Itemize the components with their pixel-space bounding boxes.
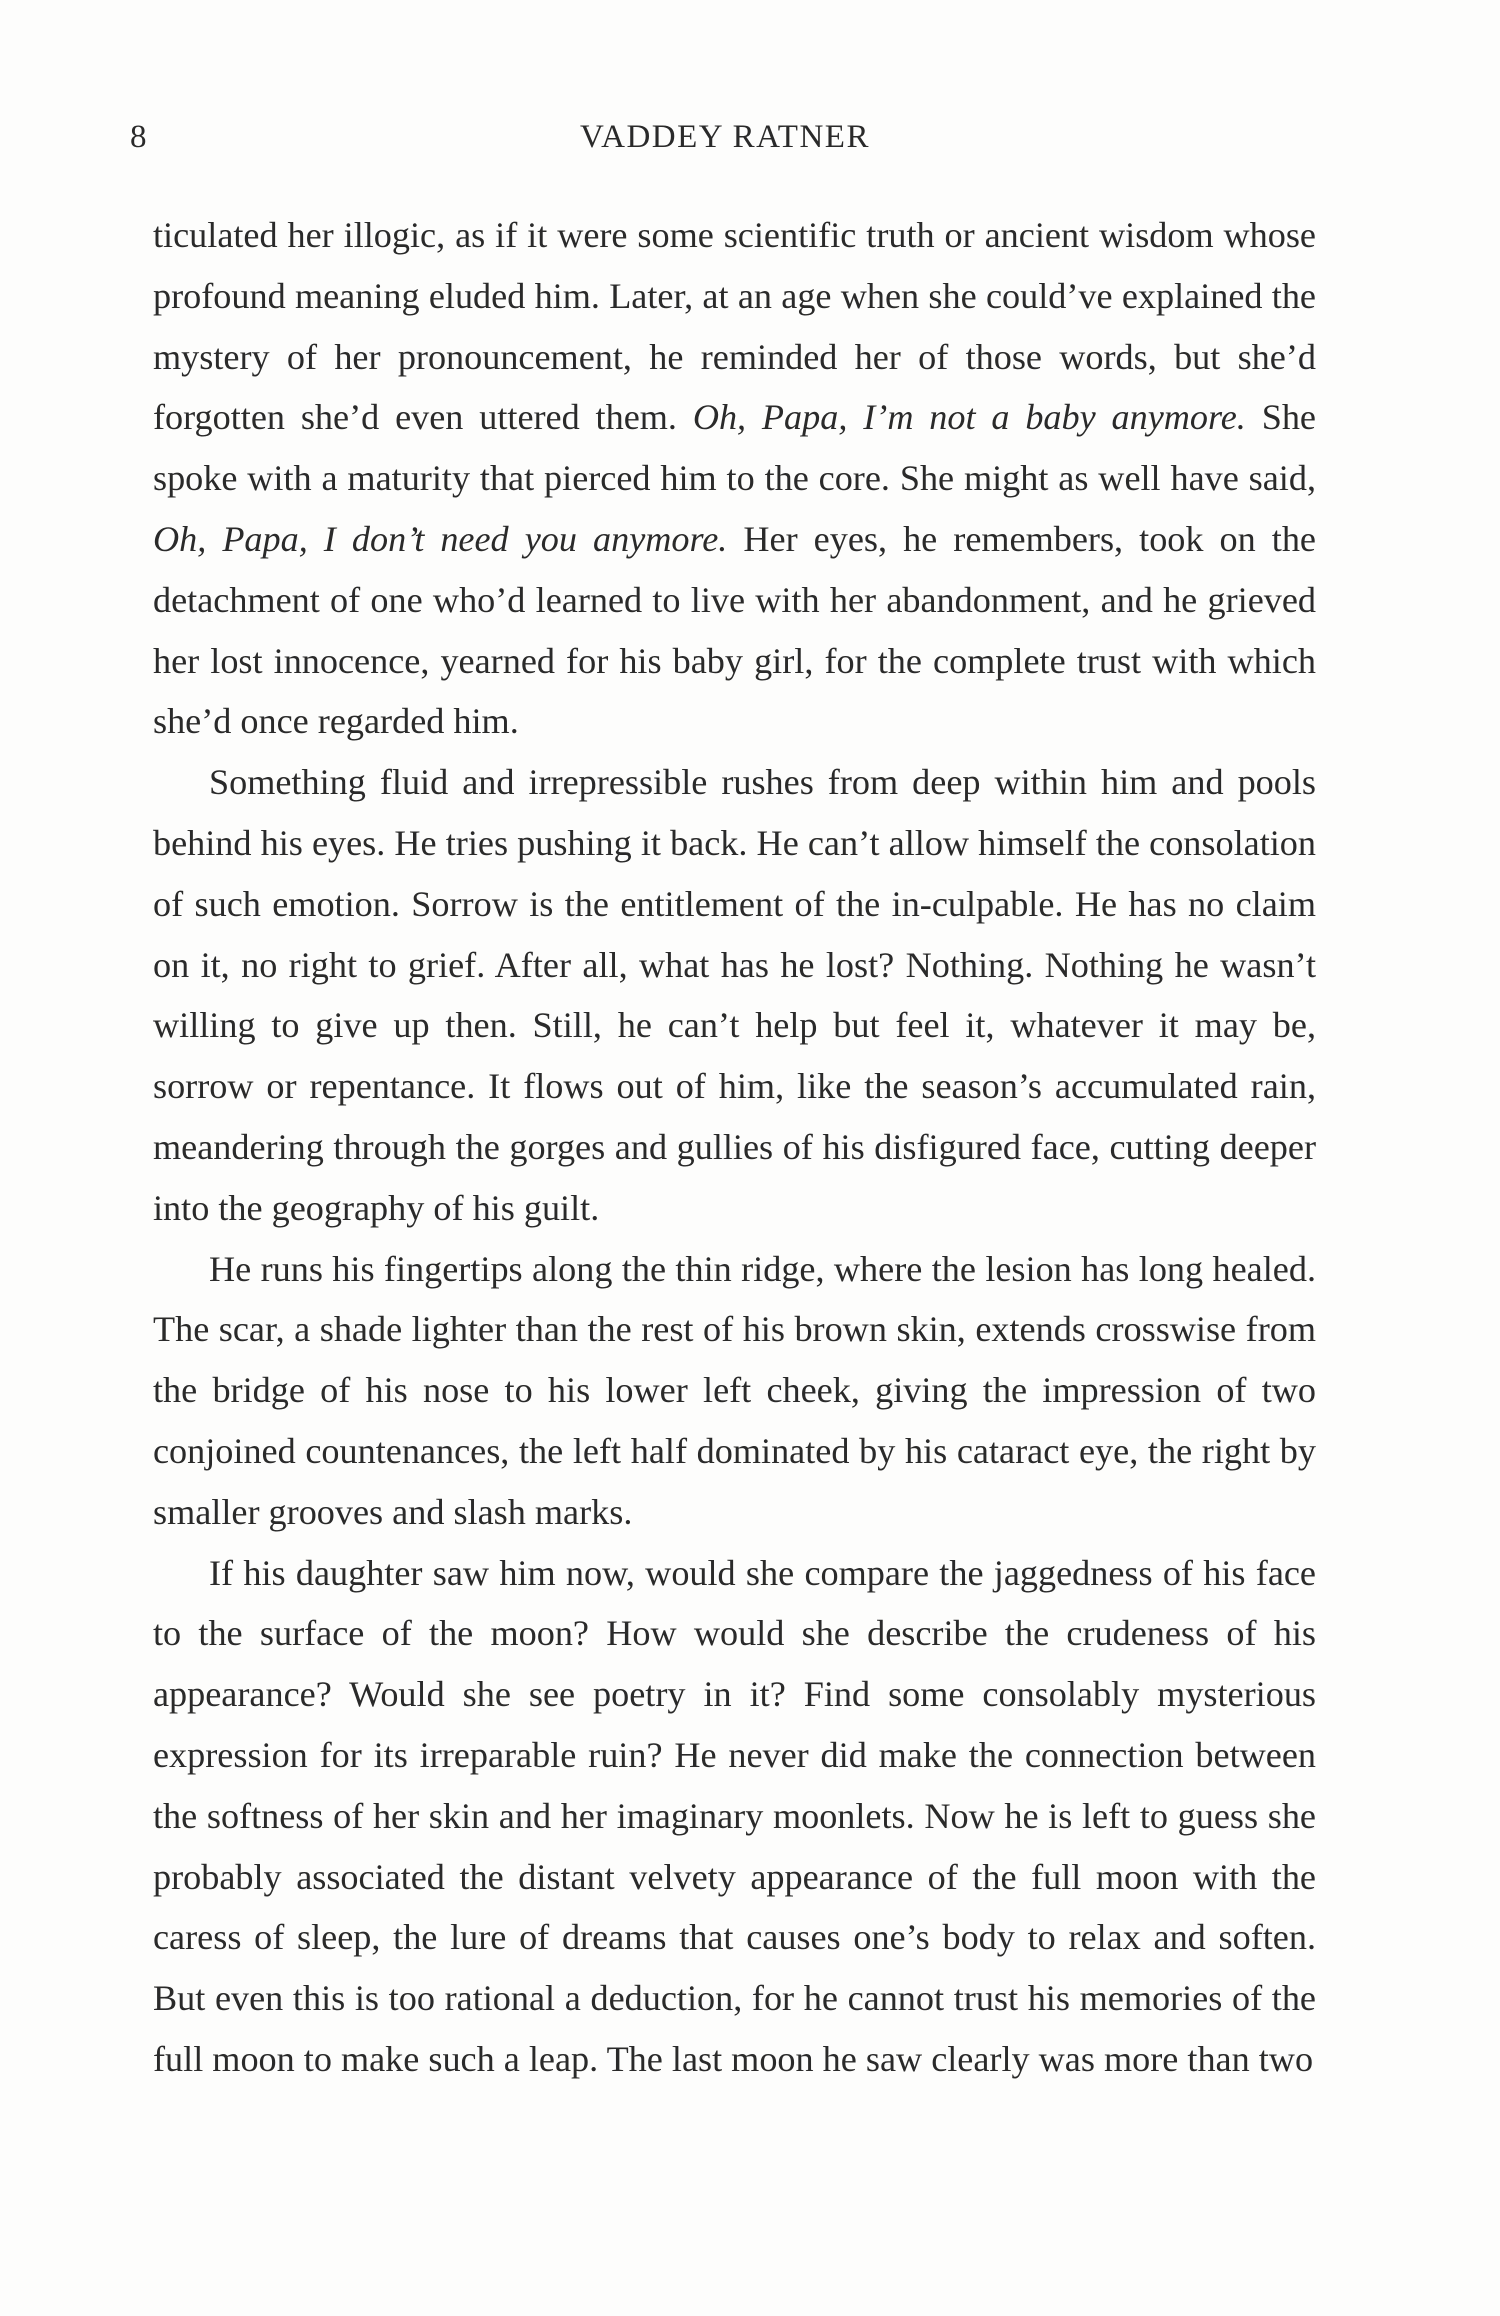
paragraph: If his daughter saw him now, would she compare the jaggedness of his face to the surface of the moon? How would she describe the crudeness of his appearance? Would she see poetry in it? Find some consolably mysterious expression for its irreparable ruin? He never did make the connection between the softness of her skin and her imaginary moonlets. Now he is left to guess she probably associated the distant velvety appearance of the full moon with the caress of sleep, the lure of dreams that causes one’s body to relax and soften. But even this is too rational a deduction, for he cannot trust his memories of the full moon to make such a leap. The last moon he saw clearly was more than two (153, 1552, 1316, 2079)
paragraph (153, 205, 1316, 752)
text-run: ticulated her illogic, as if it were some scientific truth or ancient wisdom whose profound meaning eluded him. Later, at an age when she could’ve explained the mystery of her pronouncement, he reminded her of those words, but she’d forgotten she’d even uttered them. (153, 215, 1316, 438)
author-name: VADDEY RATNER (580, 119, 870, 155)
italic-quote: Oh, Papa, I’m not a baby anymore. (692, 397, 1246, 438)
paragraph: He runs his fingertips along the thin ridge, where the lesion has long healed. The scar, a shade lighter than the rest of his brown skin, extends crosswise from the bridge of his nose to his lower left cheek, giving the impression of two conjoined countenances, the left half dominated by his cataract eye, the right by smaller grooves and slash marks. (153, 1248, 1316, 1532)
text-run: Her eyes, he remembers, took on the detachment of one who’d learned to live with her abandonment, and he grieved her lost innocence, yearned for his baby girl, for the complete trust with which she’d once regarded him. (153, 518, 1316, 742)
text-run: She spoke with a maturity that pierced him to the core. She might as well have said, (153, 397, 1316, 499)
italic-quote: Oh, Papa, I don’t need you anymore. (153, 518, 728, 559)
paragraph: Something fluid and irrepressible rushes from deep within him and pools behind his eyes. He tries pushing it back. He can’t allow himself the consolation of such emotion. Sorrow is the entitlement of the in-culpable. He has no claim on it, no right to grief. After all, what has he lost? Nothing. Nothing he wasn’t willing to give up then. Still, he can’t help but feel it, whatever it may be, sorrow or repentance. It flows out of him, like the season’s accumulated rain, meandering through the gorges and gullies of his disfigured face, cutting deeper into the geography of his guilt. (153, 762, 1316, 1228)
body-text (153, 205, 1316, 2090)
running-head (130, 112, 1320, 162)
page-number: 8 (130, 119, 147, 155)
